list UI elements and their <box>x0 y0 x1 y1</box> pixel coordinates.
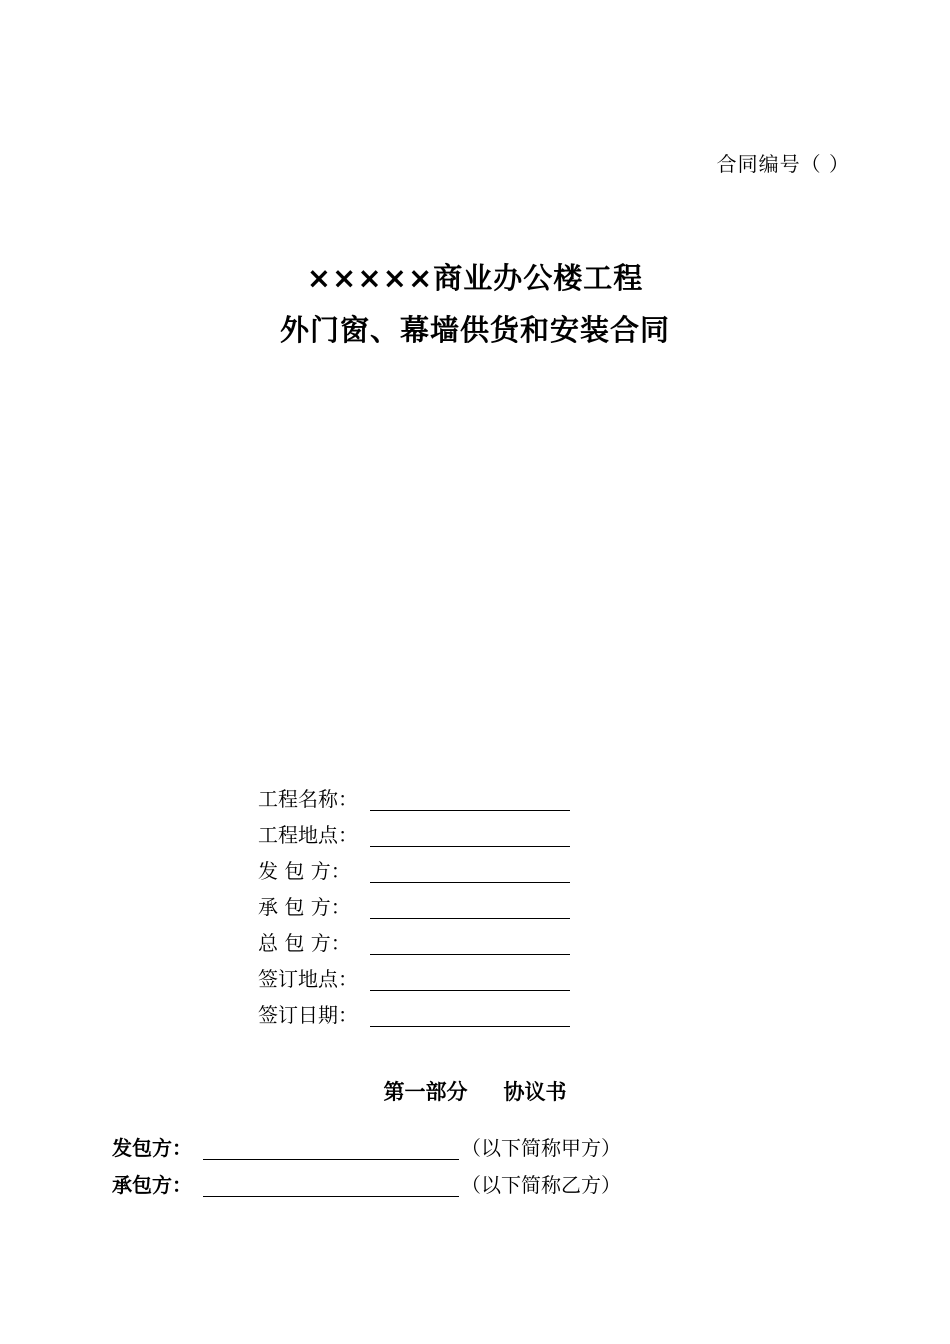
project-name-field[interactable] <box>370 785 570 811</box>
project-info-list <box>258 778 570 1030</box>
project-location-label: 工程地点： <box>258 823 358 847</box>
title-line-1: ×××××商业办公楼工程 <box>306 261 644 295</box>
info-row-general-contractor <box>258 922 570 958</box>
info-row-employer <box>258 850 570 886</box>
signing-place-field[interactable] <box>370 965 570 991</box>
employer-field[interactable] <box>370 857 570 883</box>
party-contractor-note: （以下简称乙方） <box>461 1173 621 1197</box>
signing-date-label: 签订日期： <box>258 1003 358 1027</box>
general-contractor-field[interactable] <box>370 929 570 955</box>
employer-label: 发 包 方： <box>258 859 351 883</box>
info-row-project-name <box>258 778 570 814</box>
party-row-contractor <box>112 1163 621 1200</box>
part-heading <box>0 1076 950 1106</box>
party-employer-field[interactable] <box>203 1134 459 1160</box>
party-list <box>112 1126 621 1200</box>
info-row-contractor <box>258 886 570 922</box>
signing-place-label: 签订地点： <box>258 967 358 991</box>
party-contractor-label: 承包方： <box>112 1173 192 1197</box>
part-name: 协议书 <box>503 1080 567 1104</box>
party-employer-note: （以下简称甲方） <box>461 1136 621 1160</box>
info-row-signing-date <box>258 994 570 1030</box>
party-employer-label: 发包方： <box>112 1136 192 1160</box>
info-row-project-location <box>258 814 570 850</box>
party-row-employer <box>112 1126 621 1163</box>
party-contractor-field[interactable] <box>203 1171 459 1197</box>
contractor-label: 承 包 方： <box>258 895 351 919</box>
project-location-field[interactable] <box>370 821 570 847</box>
project-name-label: 工程名称： <box>258 787 358 811</box>
contractor-field[interactable] <box>370 893 570 919</box>
document-title <box>0 252 950 356</box>
title-line-2: 外门窗、幕墙供货和安装合同 <box>279 313 670 347</box>
part-number: 第一部分 <box>383 1080 468 1104</box>
contract-number: 合同编号（ ） <box>716 152 850 176</box>
signing-date-field[interactable] <box>370 1001 570 1027</box>
general-contractor-label: 总 包 方： <box>258 931 351 955</box>
info-row-signing-place <box>258 958 570 994</box>
